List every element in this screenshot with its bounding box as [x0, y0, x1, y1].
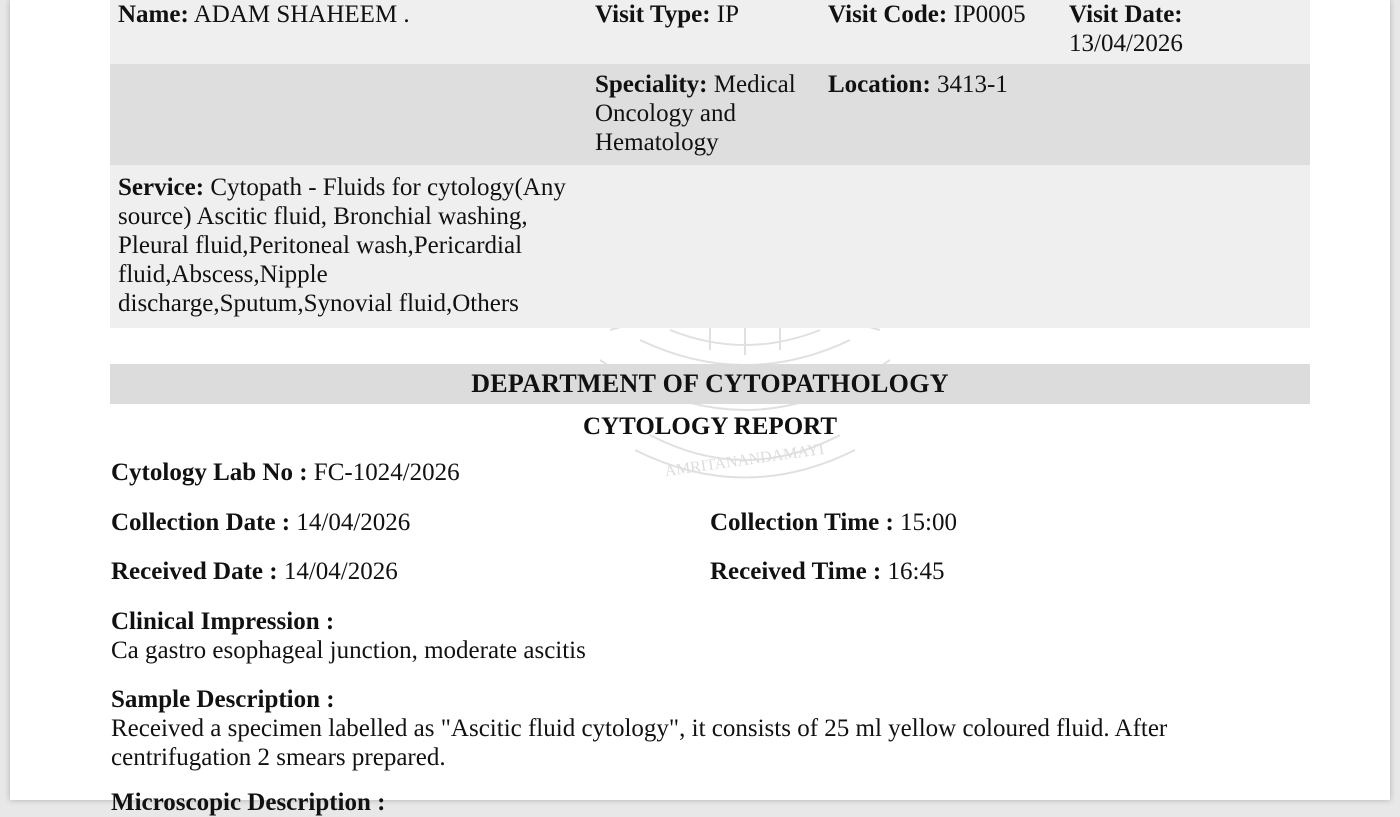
collection-time: Collection Time : 15:00: [710, 509, 957, 536]
microscopic-description: [111, 788, 1291, 817]
department-title: DEPARTMENT OF CYTOPATHOLOGY: [110, 364, 1310, 404]
empty-cell: [1061, 64, 1310, 165]
visit-code: IP0005: [953, 1, 1026, 28]
lab-number-value: FC-1024/2026: [313, 459, 460, 486]
received-date: Received Date : 14/04/2026: [111, 558, 398, 585]
clinical-impression-heading: Clinical Impression :: [111, 608, 335, 635]
service: Cytopath - Fluids for cytology(Any source) Ascitic fluid, Bronchial washing, Pleural fluid,Peritoneal wash,Pericardial fluid,Abscess,Nipple discharge,Sputum,Synovial fluid,Others: [118, 174, 566, 317]
empty-cell: [110, 64, 587, 165]
patient-name: ADAM SHAHEEM .: [193, 1, 410, 28]
sample-description-heading: Sample Description :: [111, 686, 335, 713]
report-page: [10, 0, 1390, 816]
location: 3413-1: [937, 71, 1008, 98]
location-cell: Location: 3413-1: [820, 64, 1061, 165]
visit-code-cell: Visit Code: IP0005: [820, 0, 1061, 64]
microscopic-description-heading: Microscopic Description :: [111, 789, 386, 816]
watermark-text: AMRITANANDAMAYI: [663, 440, 826, 481]
received-date-value: 14/04/2026: [283, 558, 398, 585]
empty-cell: [587, 165, 1310, 328]
patient-info-table: [110, 0, 1310, 328]
clinical-impression: [111, 607, 1291, 665]
visit-date: 13/04/2026: [1069, 30, 1183, 57]
sample-description-text: Received a specimen labelled as "Ascitic fluid cytology", it consists of 25 ml yellow coloured fluid. After centrifugation 2 smears prepared.: [111, 715, 1168, 771]
speciality: Medical Oncology and Hematology: [595, 71, 796, 156]
sample-description: [111, 685, 1291, 772]
visit-type-cell: Visit Type: IP: [587, 0, 820, 64]
clinical-impression-text: Ca gastro esophageal junction, moderate ascitis: [111, 637, 586, 664]
patient-name-cell: Name: ADAM SHAHEEM .: [110, 0, 587, 64]
service-cell: Service: Cytopath - Fluids for cytology(Any source) Ascitic fluid, Bronchial washing, Pleural fluid,Peritoneal wash,Pericardial fluid,Abscess,Nipple discharge,Sputum,Synovial fluid,Others: [110, 165, 587, 328]
visit-date-cell: Visit Date: 13/04/2026: [1061, 0, 1310, 64]
collection-date: Collection Date : 14/04/2026: [111, 509, 411, 536]
collection-date-value: 14/04/2026: [296, 509, 411, 536]
collection-time-value: 15:00: [900, 509, 957, 536]
report-title: CYTOLOGY REPORT: [582, 413, 838, 440]
lab-number: Cytology Lab No : FC-1024/2026: [111, 459, 460, 486]
received-time-value: 16:45: [887, 558, 945, 585]
visit-type: IP: [716, 1, 739, 28]
speciality-cell: Speciality: Medical Oncology and Hematology: [587, 64, 820, 165]
received-time: Received Time : 16:45: [710, 558, 945, 585]
